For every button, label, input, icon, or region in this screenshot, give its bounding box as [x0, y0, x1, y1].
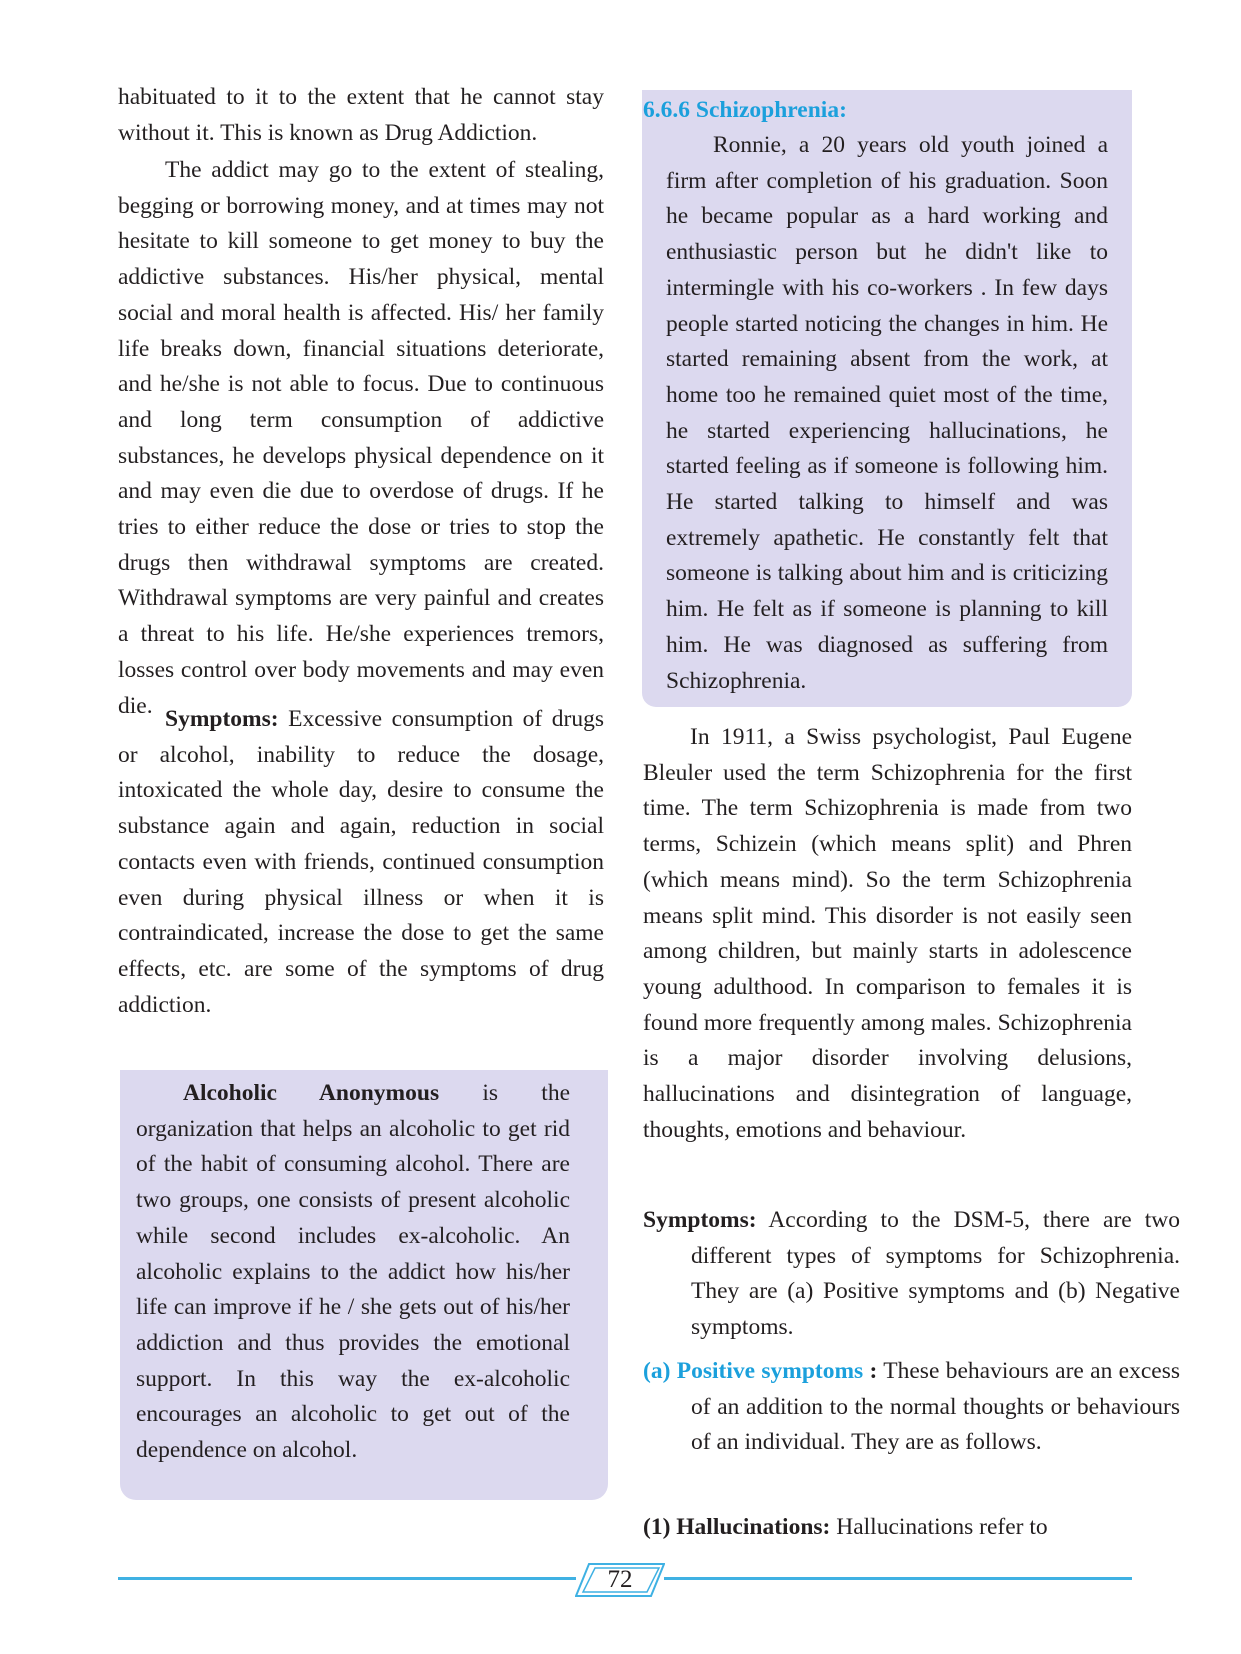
left-paragraph-symptoms [118, 702, 604, 1023]
alcoholic-anonymous-box [120, 1070, 608, 1500]
right-symptoms-text: According to the DSM-5, there are two different types of symptoms for Schizophrenia. They are (a) Positive symptoms and (b) Negative symptoms. [691, 1207, 1180, 1341]
positive-symptoms-paragraph [643, 1354, 1180, 1461]
case-study-text: Ronnie, a 20 years old youth joined a firm after completion of his graduation. Soon he became popular as a hard working and enthusiastic person but he didn't like to intermingle with his co-workers . In few days people started noticing the changes in him. He started remaining absent from the work, at home too he remained quiet most of the time, he started experiencing hallucinations, he started feeling as if someone is following him. He started talking to himself and was extremely apathetic. He constantly felt that someone is talking about him and is criticizing him. He felt as if someone is planning to kill him. He was diagnosed as suffering from Schizophrenia. [666, 132, 1108, 694]
page-number-badge [575, 1563, 665, 1597]
positive-symptoms-label: (a) Positive symptoms [643, 1358, 864, 1384]
symptoms-label: Symptoms: [165, 706, 279, 732]
footer-rule-right [664, 1577, 1132, 1580]
case-study-box [642, 90, 1132, 707]
alcoholic-anonymous-body: is the organization that helps an alcoholic to get rid of the habit of consuming alcohol. There are two groups, one consists of present alcoholic while second includes ex-alcoholic. An alcoholic explains to the addict how his/her life can improve if he / she gets out of his/her addiction and thus provides the emotional support. In this way the ex-alcoholic encourages an alcoholic to get out of the dependence on alcohol. [136, 1080, 571, 1464]
symptoms-text: Excessive consumption of drugs or alcohol, inability to reduce the dosage, intoxicated the whole day, desire to consume the substance again and again, reduction in social contacts even with friends, continued consumption even during physical illness or when it is contraindicated, increase the dose to get the same effects, etc. are some of the symptoms of drug addiction. [118, 706, 604, 1018]
left-paragraph-2: The addict may go to the extent of stealing, begging or borrowing money, and at times may not hesitate to kill someone to get money to buy the addictive substances. His/her physical, mental social and moral health is affected. His/ her family life breaks down, financial situations deteriorate, and he/she is not able to focus. Due to continuous and long term consumption of addictive substances, he develops physical dependence on it and may even die due to overdose of drugs. If he tries to either reduce the dose or tries to stop the drugs then withdrawal symptoms are created. Withdrawal symptoms are very painful and creates a threat to his life. He/she experiences tremors, losses control over body movements and may even die. [118, 157, 604, 719]
footer-rule-left [118, 1577, 576, 1580]
hallucinations-paragraph [643, 1510, 1180, 1546]
page-number: 72 [607, 1566, 633, 1593]
section-title: 6.6.6 Schizophrenia: [643, 97, 847, 123]
positive-symptoms-colon: : [863, 1358, 878, 1384]
alcoholic-anonymous-label: Alcoholic Anonymous [183, 1080, 440, 1106]
positive-symptoms-text: These behaviours are an excess of an addition to the normal thoughts or behaviours of an individual. They are as follows. [691, 1358, 1181, 1456]
right-symptoms-paragraph [643, 1203, 1180, 1346]
left-paragraph-1: habituated to it to the extent that he cannot stay without it. This is known as Drug Addiction. [118, 84, 604, 146]
right-symptoms-label: Symptoms: [643, 1207, 757, 1233]
right-paragraph-1: In 1911, a Swiss psychologist, Paul Eugene Bleuler used the term Schizophrenia for the first time. The term Schizophrenia is made from two terms, Schizein (which means split) and Phren (which means mind). So the term Schizophrenia means split mind. This disorder is not easily seen among children, but mainly starts in adolescence young adulthood. In comparison to females it is found more frequently among males. Schizophrenia is a major disorder involving delusions, hallucinations and disintegration of language, thoughts, emotions and behaviour. [643, 724, 1132, 1143]
hallucinations-text: Hallucinations refer to [830, 1514, 1048, 1540]
hallucinations-label: (1) Hallucinations: [643, 1514, 831, 1540]
alcoholic-anonymous-text [136, 1076, 570, 1469]
